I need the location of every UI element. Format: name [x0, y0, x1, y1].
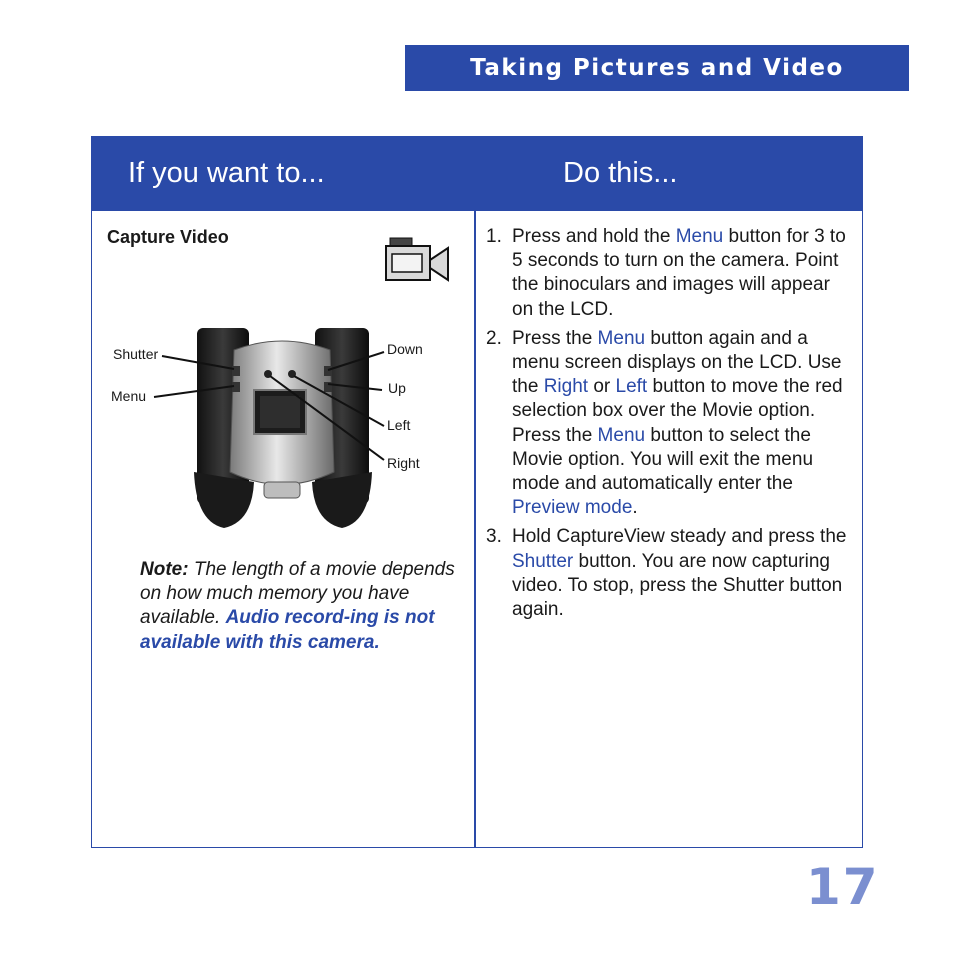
note-text: The length of a movie depends on how much memory you have available. — [140, 559, 455, 629]
column-divider — [474, 136, 476, 848]
step-text-segment: Press the — [512, 327, 598, 349]
note-emphasis: Audio record-ing is not available with this camera. — [140, 607, 435, 653]
step-text-segment: or — [588, 376, 616, 398]
header-left: If you want to... — [91, 136, 474, 211]
step-text-segment: button. You are now capturing video. To stop, press the Shutter button again. — [512, 550, 843, 621]
note-paragraph — [140, 558, 456, 655]
task-title: Capture Video — [107, 227, 229, 247]
step-keyword: Left — [615, 376, 648, 398]
step-text-segment: button again and a menu screen displays on the LCD. Use the — [512, 327, 842, 398]
step-number: 3. — [486, 526, 502, 548]
step-keyword: Menu — [597, 424, 646, 446]
step-item — [486, 327, 851, 521]
step-number: 1. — [486, 226, 502, 247]
step-keyword: Menu — [675, 226, 724, 247]
callout-right: Right — [387, 455, 420, 471]
header-right: Do this... — [476, 136, 863, 211]
step-text — [512, 327, 851, 521]
callout-left: Left — [387, 417, 411, 433]
callout-shutter: Shutter — [113, 346, 159, 362]
step-keyword: Preview mode — [512, 497, 633, 519]
step-text — [512, 525, 851, 622]
step-number: 2. — [486, 327, 502, 349]
section-title: Taking Pictures and Video — [405, 45, 909, 91]
step-text-segment: button to move the red selection box over the Movie option. Press the — [512, 376, 843, 446]
step-keyword: Shutter — [512, 550, 574, 572]
step-text-segment: . — [632, 497, 638, 519]
video-camera-icon — [384, 236, 450, 284]
step-text-segment: Hold CaptureView steady and press the — [512, 526, 847, 548]
step-keyword: Right — [543, 376, 589, 398]
note-label: Note: — [140, 559, 189, 580]
callout-down: Down — [387, 341, 423, 357]
page-number: 17 — [806, 858, 880, 916]
step-text-segment: Press and hold the — [512, 226, 676, 247]
callout-menu: Menu — [111, 388, 147, 404]
step-item — [486, 225, 851, 322]
step-text-segment: button to select the Movie option. You will exit the menu mode and automatically enter the — [512, 424, 814, 495]
step-keyword: Menu — [597, 327, 646, 349]
step-text — [512, 225, 851, 322]
step-item — [486, 525, 851, 622]
callout-up: Up — [388, 380, 406, 396]
step-list — [486, 225, 851, 627]
step-text-segment: button for 3 to 5 seconds to turn on the camera. Point the binoculars and images will appear on the LCD. — [512, 226, 846, 320]
